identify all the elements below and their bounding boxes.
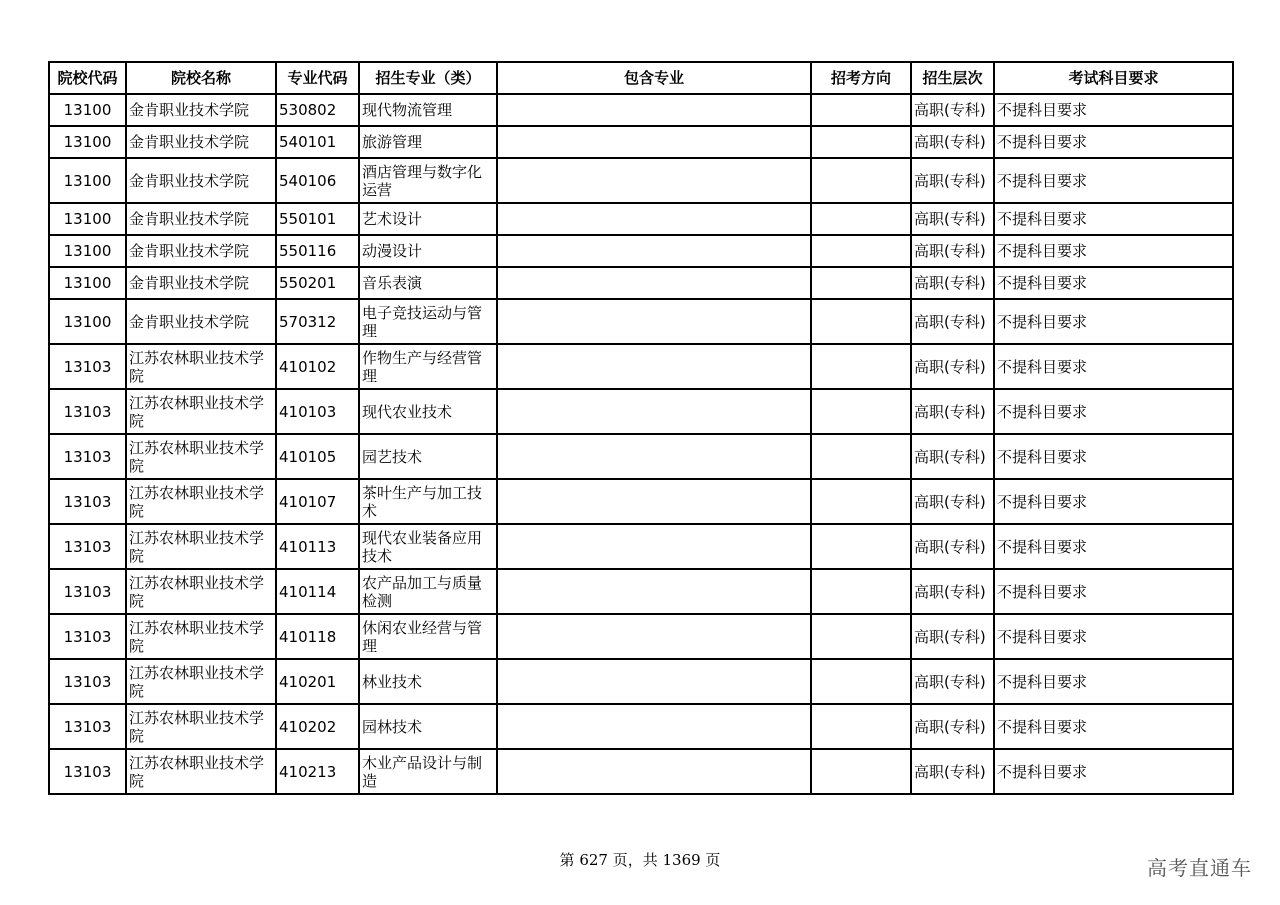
cell-included-majors	[497, 749, 811, 794]
cell-exam-requirement: 不提科目要求	[994, 158, 1233, 203]
cell-major-code: 410105	[276, 434, 359, 479]
cell-exam-requirement: 不提科目要求	[994, 389, 1233, 434]
cell-school-code: 13103	[49, 569, 126, 614]
cell-included-majors	[497, 434, 811, 479]
cell-major-code: 550116	[276, 235, 359, 267]
cell-school-code: 13103	[49, 749, 126, 794]
cell-level: 高职(专科)	[911, 479, 994, 524]
cell-level: 高职(专科)	[911, 203, 994, 235]
cell-exam-requirement: 不提科目要求	[994, 749, 1233, 794]
cell-major-code: 410114	[276, 569, 359, 614]
cell-exam-requirement: 不提科目要求	[994, 235, 1233, 267]
cell-level: 高职(专科)	[911, 659, 994, 704]
cell-included-majors	[497, 614, 811, 659]
cell-school-code: 13103	[49, 389, 126, 434]
cell-school-name: 江苏农林职业技术学院	[126, 434, 276, 479]
table-row	[49, 749, 1233, 794]
cell-direction	[811, 659, 911, 704]
cell-major-name: 园艺技术	[359, 434, 497, 479]
cell-exam-requirement: 不提科目要求	[994, 267, 1233, 299]
cell-level: 高职(专科)	[911, 524, 994, 569]
cell-direction	[811, 389, 911, 434]
cell-school-name: 金肯职业技术学院	[126, 235, 276, 267]
cell-major-code: 410103	[276, 389, 359, 434]
table-row	[49, 659, 1233, 704]
cell-major-name: 动漫设计	[359, 235, 497, 267]
table-header-row	[49, 62, 1233, 94]
cell-exam-requirement: 不提科目要求	[994, 203, 1233, 235]
cell-included-majors	[497, 389, 811, 434]
cell-school-name: 江苏农林职业技术学院	[126, 614, 276, 659]
cell-level: 高职(专科)	[911, 235, 994, 267]
cell-major-name: 旅游管理	[359, 126, 497, 158]
cell-school-code: 13103	[49, 704, 126, 749]
cell-major-name: 作物生产与经营管理	[359, 344, 497, 389]
cell-included-majors	[497, 569, 811, 614]
cell-major-name: 现代物流管理	[359, 94, 497, 126]
cell-included-majors	[497, 203, 811, 235]
header-school-code: 院校代码	[49, 62, 126, 94]
cell-school-name: 金肯职业技术学院	[126, 203, 276, 235]
cell-exam-requirement: 不提科目要求	[994, 479, 1233, 524]
table-row	[49, 389, 1233, 434]
cell-school-name: 江苏农林职业技术学院	[126, 524, 276, 569]
cell-school-code: 13103	[49, 344, 126, 389]
cell-direction	[811, 267, 911, 299]
cell-exam-requirement: 不提科目要求	[994, 659, 1233, 704]
cell-included-majors	[497, 524, 811, 569]
cell-major-code: 570312	[276, 299, 359, 344]
header-major-code: 专业代码	[276, 62, 359, 94]
cell-level: 高职(专科)	[911, 344, 994, 389]
table-row	[49, 126, 1233, 158]
cell-direction	[811, 569, 911, 614]
cell-major-code: 410113	[276, 524, 359, 569]
cell-major-code: 410102	[276, 344, 359, 389]
cell-school-name: 江苏农林职业技术学院	[126, 344, 276, 389]
cell-school-name: 金肯职业技术学院	[126, 158, 276, 203]
cell-direction	[811, 235, 911, 267]
cell-included-majors	[497, 126, 811, 158]
cell-major-code: 410201	[276, 659, 359, 704]
cell-major-code: 410118	[276, 614, 359, 659]
table-row	[49, 704, 1233, 749]
cell-school-code: 13100	[49, 267, 126, 299]
table-row	[49, 203, 1233, 235]
cell-school-code: 13100	[49, 235, 126, 267]
cell-level: 高职(专科)	[911, 158, 994, 203]
cell-direction	[811, 344, 911, 389]
page-number: 第 627 页，共 1369 页	[559, 851, 721, 869]
cell-major-code: 530802	[276, 94, 359, 126]
cell-direction	[811, 749, 911, 794]
cell-level: 高职(专科)	[911, 749, 994, 794]
table-row	[49, 267, 1233, 299]
cell-exam-requirement: 不提科目要求	[994, 344, 1233, 389]
cell-direction	[811, 704, 911, 749]
cell-school-name: 江苏农林职业技术学院	[126, 569, 276, 614]
cell-direction	[811, 434, 911, 479]
cell-major-name: 现代农业技术	[359, 389, 497, 434]
cell-included-majors	[497, 299, 811, 344]
cell-major-name: 艺术设计	[359, 203, 497, 235]
cell-level: 高职(专科)	[911, 126, 994, 158]
cell-level: 高职(专科)	[911, 614, 994, 659]
cell-included-majors	[497, 704, 811, 749]
table-body	[49, 94, 1233, 794]
cell-school-name: 江苏农林职业技术学院	[126, 659, 276, 704]
cell-school-name: 金肯职业技术学院	[126, 299, 276, 344]
admissions-table	[48, 61, 1234, 795]
cell-included-majors	[497, 235, 811, 267]
cell-included-majors	[497, 344, 811, 389]
cell-major-name: 休闲农业经营与管理	[359, 614, 497, 659]
header-direction: 招考方向	[811, 62, 911, 94]
cell-exam-requirement: 不提科目要求	[994, 299, 1233, 344]
cell-major-name: 林业技术	[359, 659, 497, 704]
cell-exam-requirement: 不提科目要求	[994, 569, 1233, 614]
cell-major-code: 550201	[276, 267, 359, 299]
cell-school-code: 13103	[49, 479, 126, 524]
header-included-majors: 包含专业	[497, 62, 811, 94]
cell-included-majors	[497, 94, 811, 126]
watermark-text: 高考直通车	[1147, 856, 1252, 880]
cell-major-code: 540106	[276, 158, 359, 203]
cell-level: 高职(专科)	[911, 389, 994, 434]
cell-school-name: 金肯职业技术学院	[126, 267, 276, 299]
table-row	[49, 479, 1233, 524]
cell-direction	[811, 94, 911, 126]
header-school-name: 院校名称	[126, 62, 276, 94]
table-row	[49, 299, 1233, 344]
cell-school-code: 13100	[49, 126, 126, 158]
table-row	[49, 524, 1233, 569]
cell-school-code: 13100	[49, 299, 126, 344]
cell-school-code: 13100	[49, 203, 126, 235]
cell-major-code: 550101	[276, 203, 359, 235]
cell-included-majors	[497, 267, 811, 299]
cell-direction	[811, 158, 911, 203]
cell-major-code: 410107	[276, 479, 359, 524]
cell-major-code: 410202	[276, 704, 359, 749]
cell-school-code: 13103	[49, 614, 126, 659]
cell-major-name: 农产品加工与质量检测	[359, 569, 497, 614]
cell-school-name: 江苏农林职业技术学院	[126, 749, 276, 794]
cell-direction	[811, 126, 911, 158]
header-level: 招生层次	[911, 62, 994, 94]
cell-level: 高职(专科)	[911, 267, 994, 299]
cell-included-majors	[497, 659, 811, 704]
cell-level: 高职(专科)	[911, 569, 994, 614]
cell-level: 高职(专科)	[911, 434, 994, 479]
table-row	[49, 94, 1233, 126]
table-row	[49, 344, 1233, 389]
cell-exam-requirement: 不提科目要求	[994, 614, 1233, 659]
cell-exam-requirement: 不提科目要求	[994, 434, 1233, 479]
table-row	[49, 158, 1233, 203]
table-row	[49, 614, 1233, 659]
cell-direction	[811, 479, 911, 524]
header-major-name: 招生专业（类）	[359, 62, 497, 94]
table-row	[49, 434, 1233, 479]
cell-school-name: 金肯职业技术学院	[126, 126, 276, 158]
cell-major-name: 电子竞技运动与管理	[359, 299, 497, 344]
cell-major-name: 音乐表演	[359, 267, 497, 299]
cell-school-code: 13103	[49, 524, 126, 569]
cell-major-name: 茶叶生产与加工技术	[359, 479, 497, 524]
cell-school-code: 13100	[49, 158, 126, 203]
cell-direction	[811, 614, 911, 659]
cell-major-name: 现代农业装备应用技术	[359, 524, 497, 569]
cell-school-code: 13103	[49, 659, 126, 704]
table-row	[49, 569, 1233, 614]
cell-direction	[811, 203, 911, 235]
cell-school-name: 江苏农林职业技术学院	[126, 389, 276, 434]
cell-level: 高职(专科)	[911, 299, 994, 344]
cell-school-name: 金肯职业技术学院	[126, 94, 276, 126]
cell-direction	[811, 299, 911, 344]
cell-included-majors	[497, 479, 811, 524]
cell-major-name: 酒店管理与数字化运营	[359, 158, 497, 203]
cell-major-code: 410213	[276, 749, 359, 794]
cell-major-name: 木业产品设计与制造	[359, 749, 497, 794]
cell-major-name: 园林技术	[359, 704, 497, 749]
cell-exam-requirement: 不提科目要求	[994, 524, 1233, 569]
cell-school-name: 江苏农林职业技术学院	[126, 704, 276, 749]
cell-major-code: 540101	[276, 126, 359, 158]
header-exam-requirement: 考试科目要求	[994, 62, 1233, 94]
cell-exam-requirement: 不提科目要求	[994, 94, 1233, 126]
cell-level: 高职(专科)	[911, 704, 994, 749]
cell-exam-requirement: 不提科目要求	[994, 704, 1233, 749]
cell-included-majors	[497, 158, 811, 203]
cell-direction	[811, 524, 911, 569]
cell-level: 高职(专科)	[911, 94, 994, 126]
table-row	[49, 235, 1233, 267]
cell-school-name: 江苏农林职业技术学院	[126, 479, 276, 524]
cell-school-code: 13100	[49, 94, 126, 126]
cell-school-code: 13103	[49, 434, 126, 479]
cell-exam-requirement: 不提科目要求	[994, 126, 1233, 158]
